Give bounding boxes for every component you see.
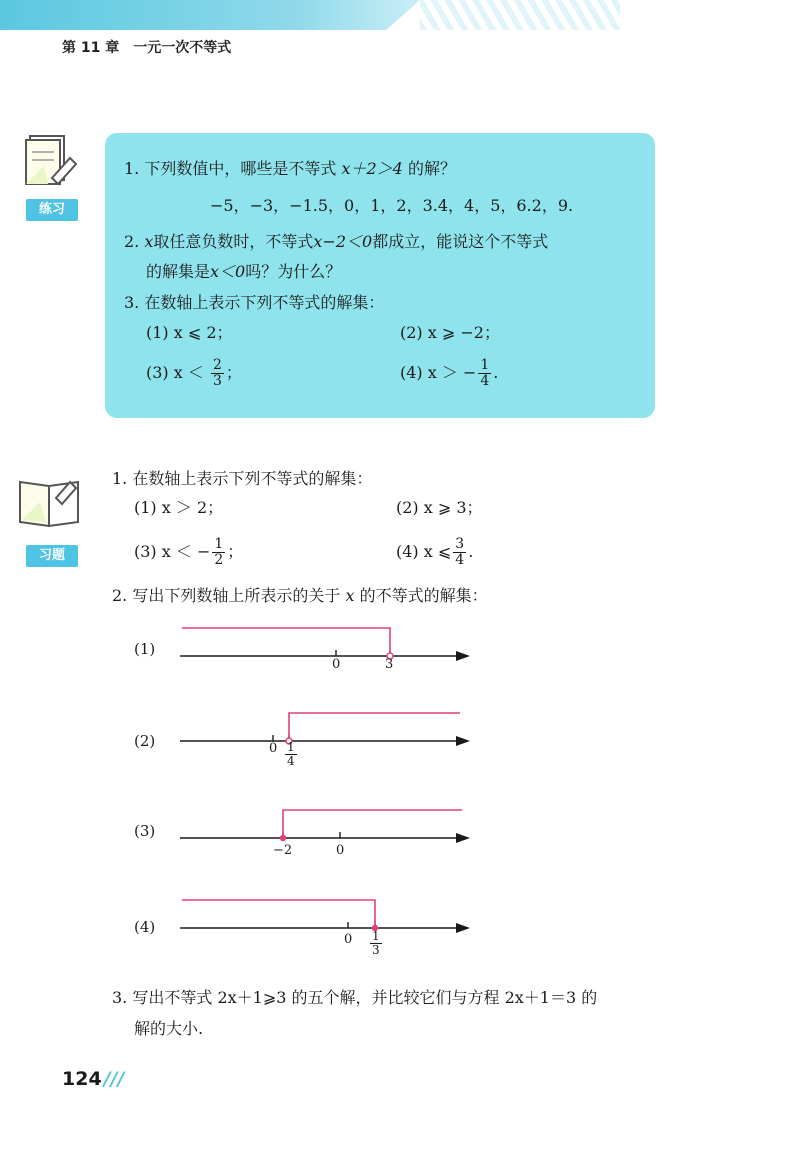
axis-arrow-icon [456,923,470,933]
number-line-4 [170,890,480,940]
fraction: $\frac{2}{3}$ [212,357,222,389]
exercise-q3-line2: 解的大小. [134,1019,204,1038]
chapter-number: 第 11 章 [62,40,120,56]
exercise-q3-line1: 3. 写出不等式 2x＋1⩾3 的五个解，并比较它们与方程 2x＋1＝3 的 [112,988,598,1007]
fraction: $\frac{1}{2}$ [214,536,224,568]
fraction: $\frac{1}{4}$ [480,357,490,389]
closed-endpoint [280,835,286,841]
notebook-pencil-icon [18,128,82,196]
page-number: 124 /// [62,1068,125,1090]
number-line-3-label: (3) [134,822,156,840]
practice-tag: 练习 [26,199,78,221]
chapter-title: 一元一次不等式 [133,40,232,56]
solution-set-line [182,628,390,656]
open-book-icon [16,468,82,534]
number-line-2 [170,703,480,753]
exercise-q2: 2. 写出下列数轴上所表示的关于 x 的不等式的解集： [112,586,488,605]
tick-label: 0 [344,932,353,947]
practice-q3-a: (1) x ⩽ 2； [146,323,233,342]
practice-q1: 1. 下列数值中，哪些是不等式 x＋2＞4 的解？ [124,159,456,178]
tick-label: 3 [385,657,394,672]
tick-label-fraction: $\frac{1}{3}$ [372,929,380,957]
tick-label: −2 [273,843,293,858]
exercise-q1: 1. 在数轴上表示下列不等式的解集： [112,469,373,488]
page-decoration: /// [103,1068,125,1090]
chapter-heading [62,37,231,57]
number-line-1 [170,618,480,678]
practice-q3-d: (4) x ＞ − $\frac{1}{4}$ . [400,357,499,389]
axis-arrow-icon [456,736,470,746]
practice-q3-b: (2) x ⩾ −2； [400,323,500,342]
practice-q3: 3. 在数轴上表示下列不等式的解集： [124,293,385,312]
number-line-4-label: (4) [134,918,156,936]
tick-label: 0 [336,843,345,858]
solution-set-line [289,713,460,741]
tick-label: 0 [332,657,341,672]
practice-q2-line1: 2. x取任意负数时，不等式x−2＜0都成立，能说这个不等式 [124,232,549,251]
practice-q3-c: (3) x ＜ $\frac{2}{3}$ ； [146,357,242,389]
axis-arrow-icon [456,651,470,661]
exercise-q1-d: (4) x ⩽ $\frac{3}{4}$ . [396,536,474,568]
practice-q1-values: −5，−3，−1.5，0，1，2，3.4，4，5，6.2，9. [210,196,574,215]
solution-set-line [283,810,462,838]
exercise-q1-a: (1) x ＞ 2； [134,498,224,517]
exercises-tag: 习题 [26,545,78,567]
number-line-2-label: (2) [134,732,156,750]
exercise-q1-c: (3) x ＜ − $\frac{1}{2}$ ； [134,536,244,568]
practice-q2-line2: 的解集是x＜0吗？为什么？ [146,262,342,281]
tick-label: 0 [269,741,278,756]
number-line-1-label: (1) [134,640,156,658]
solution-set-line [182,900,375,928]
header-band [0,0,800,30]
fraction: $\frac{3}{4}$ [455,536,465,568]
exercise-q1-b: (2) x ⩾ 3； [396,498,483,517]
number-line-3 [170,800,480,850]
tick-label-fraction: $\frac{1}{4}$ [287,740,295,768]
axis-arrow-icon [456,833,470,843]
